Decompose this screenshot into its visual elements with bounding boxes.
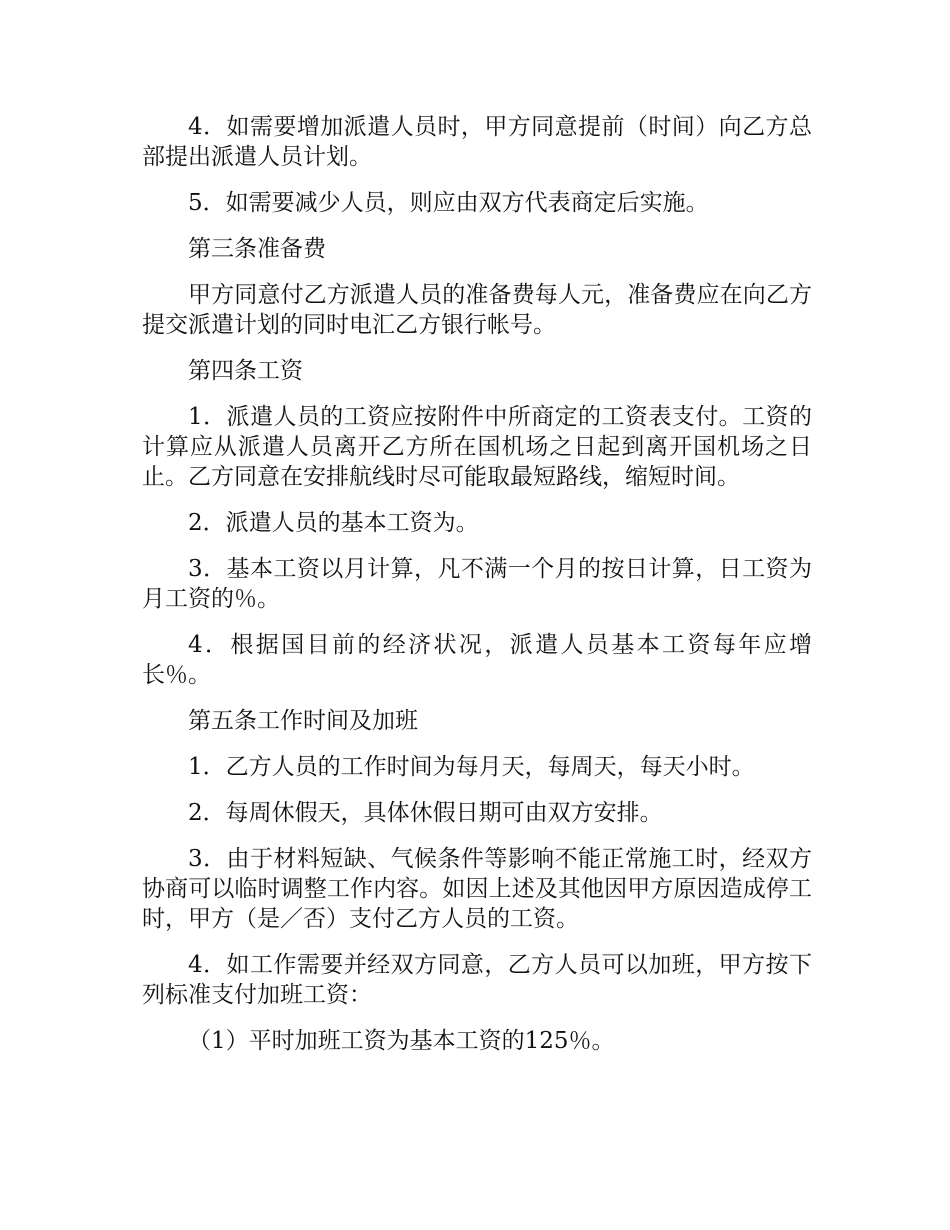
article-5-item-4: 4．如工作需要并经双方同意，乙方人员可以加班，甲方按下列标准支付加班工资： [142,952,812,1008]
article-5-item-3: 3．由于材料短缺、气候条件等影响不能正常施工时，经双方协商可以临时调整工作内容。如因上述及其他因甲方原因造成停工时，甲方（是／否）支付乙方人员的工资。 [142,846,812,932]
clause-item-5-reduce-staff: 5．如需要减少人员，则应由双方代表商定后实施。 [188,190,709,216]
article-5-item-2: 2．每周休假天，具体休假日期可由双方安排。 [188,800,663,826]
article-3-body: 甲方同意付乙方派遣人员的准备费每人元，准备费应在向乙方提交派遣计划的同时电汇乙方银行帐号。 [142,282,812,338]
clause-item-4-add-staff: 4．如需要增加派遣人员时，甲方同意提前（时间）向乙方总部提出派遣人员计划。 [142,114,812,170]
document-body [142,112,812,1072]
article-3-heading: 第三条准备费 [188,236,326,262]
article-5-item-4-sub-1: （1）平时加班工资为基本工资的125％。 [188,1028,615,1054]
article-5-heading: 第五条工作时间及加班 [188,708,418,734]
article-4-item-4: 4．根据国目前的经济状况，派遣人员基本工资每年应增长％。 [142,632,812,688]
article-4-heading: 第四条工资 [188,358,303,384]
article-4-item-2: 2．派遣人员的基本工资为。 [188,510,479,536]
article-4-item-3: 3．基本工资以月计算，凡不满一个月的按日计算，日工资为月工资的％。 [142,556,812,612]
article-4-item-1: 1．派遣人员的工资应按附件中所商定的工资表支付。工资的计算应从派遣人员离开乙方所在国机场之日起到离开国机场之日止。乙方同意在安排航线时尽可能取最短路线，缩短时间。 [142,404,812,490]
article-5-item-1: 1．乙方人员的工作时间为每月天，每周天，每天小时。 [188,754,755,780]
